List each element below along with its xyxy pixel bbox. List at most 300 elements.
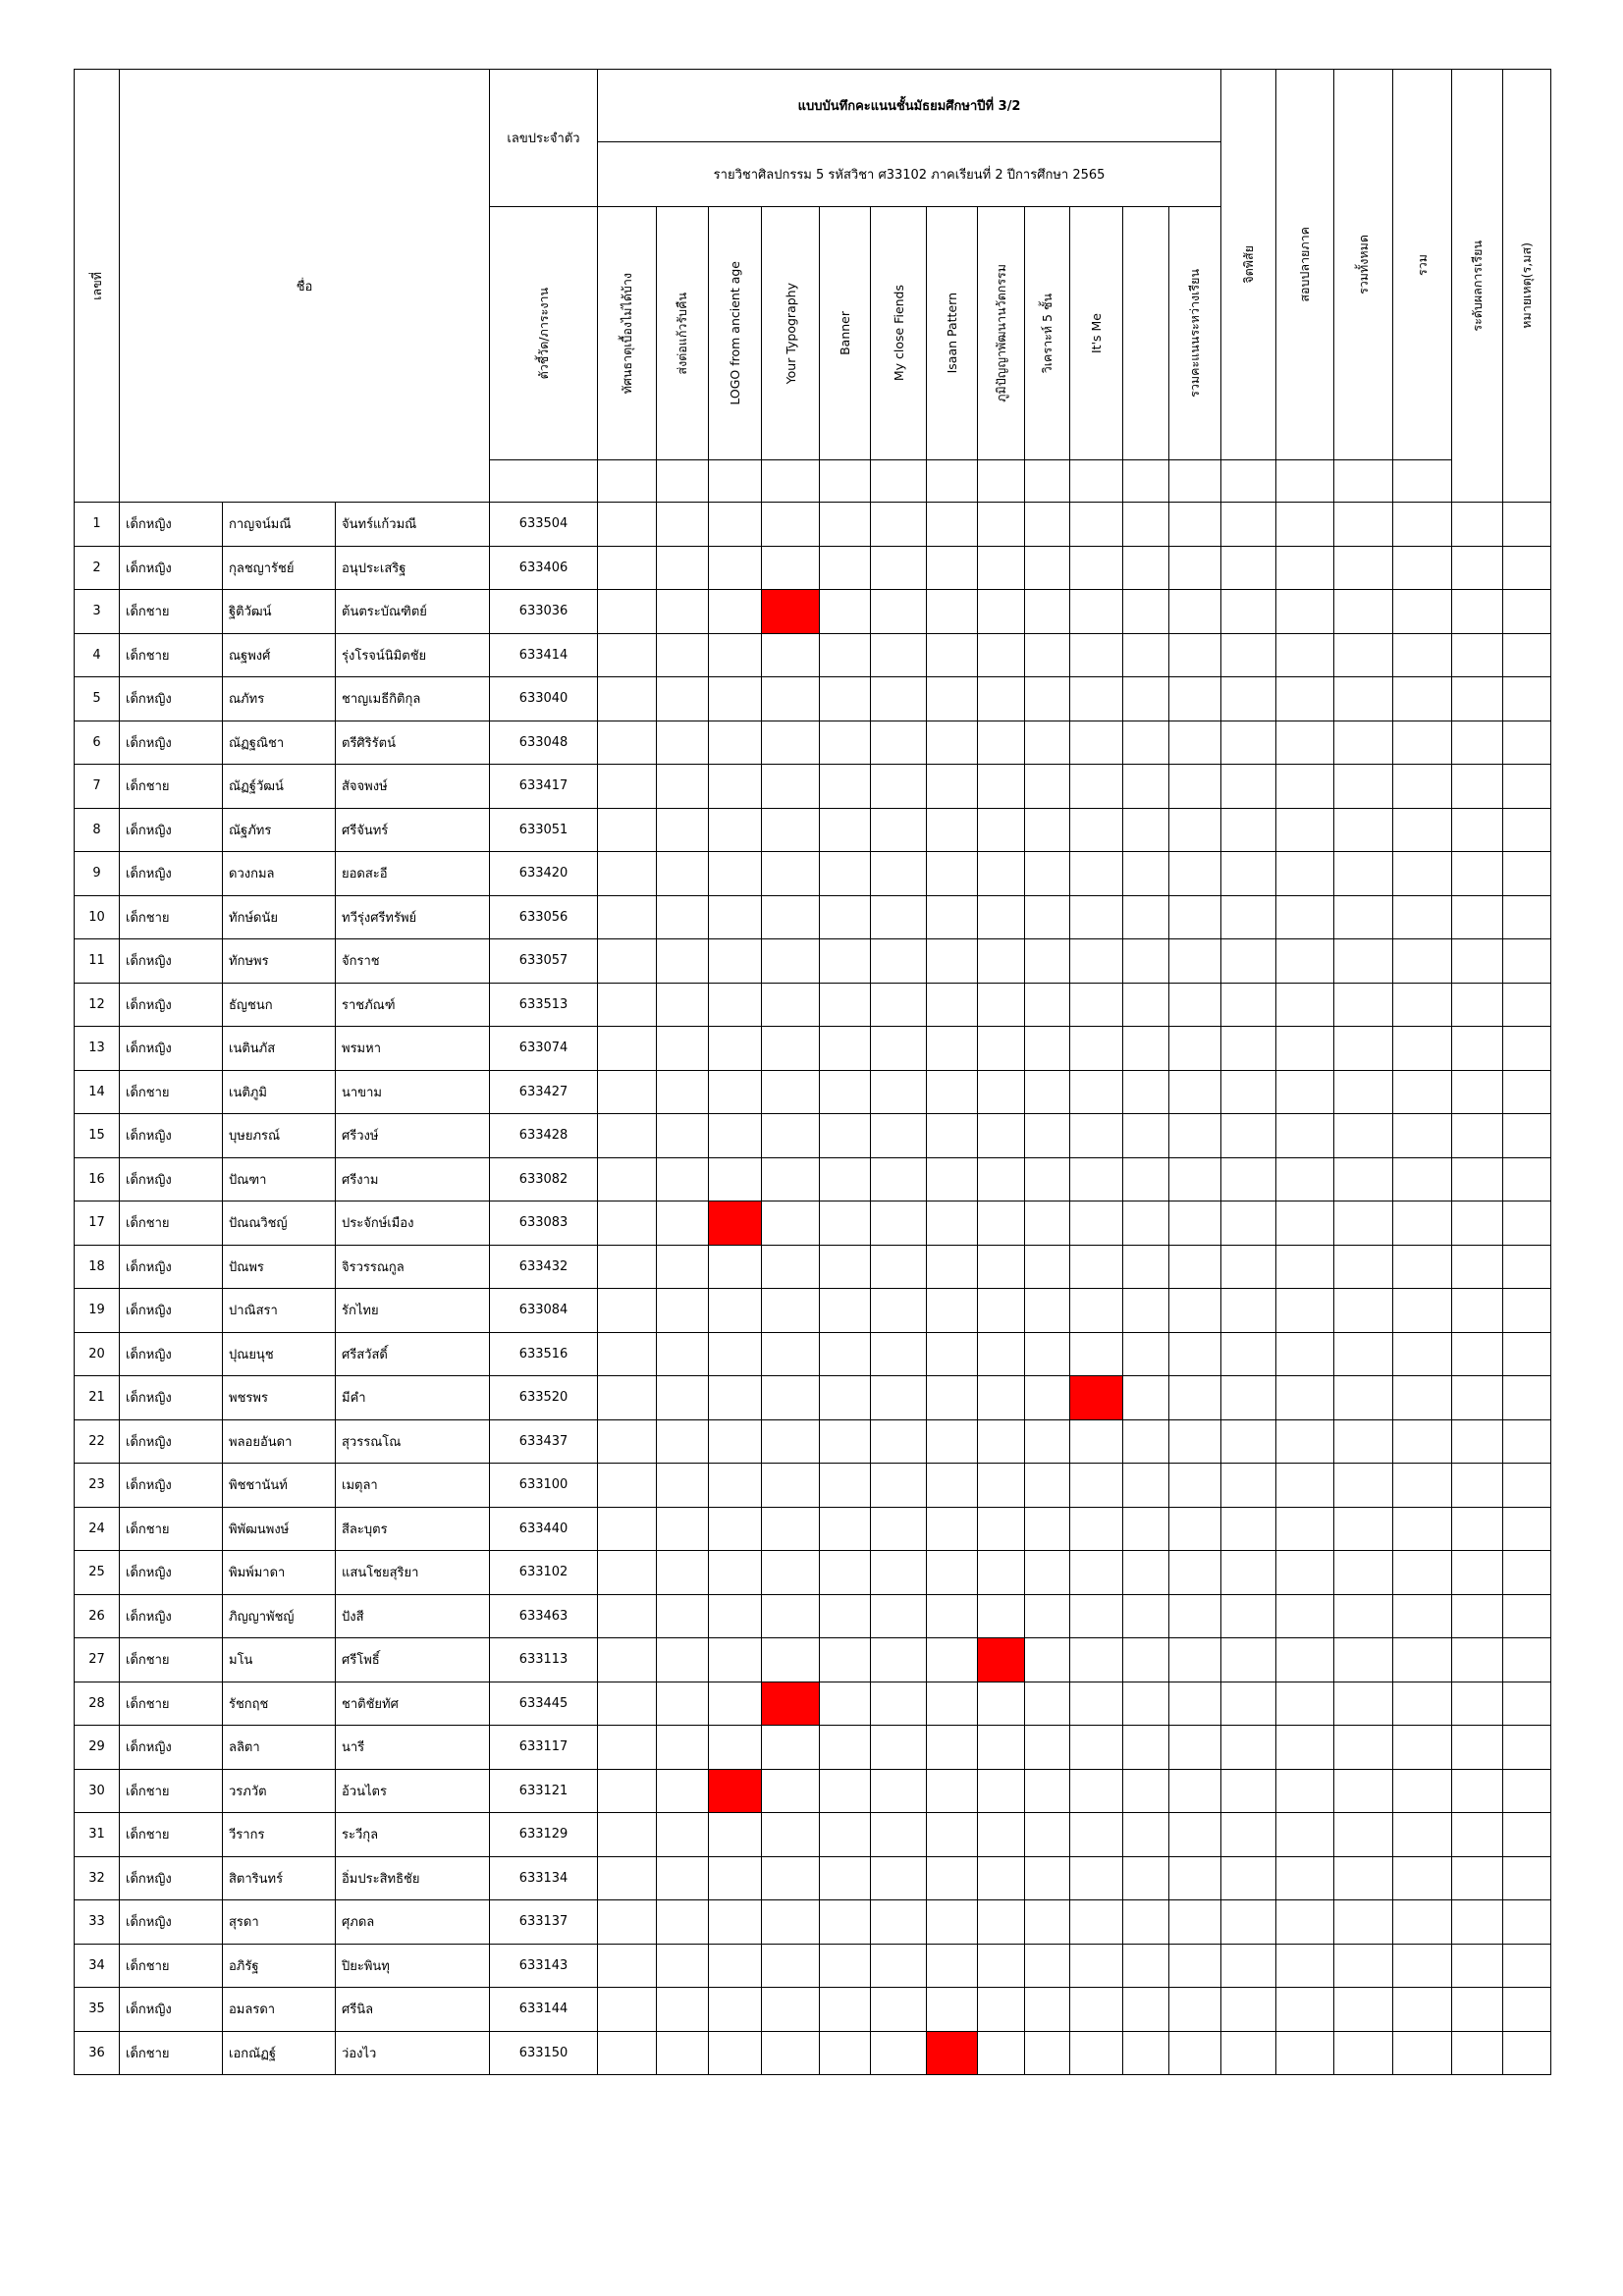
student-row <box>75 1201 1551 1246</box>
student-id: 633427 <box>490 1070 598 1114</box>
score-cell <box>1503 1201 1551 1246</box>
score-cell <box>871 1507 927 1551</box>
student-gender: เด็กชาย <box>120 2031 223 2075</box>
score-cell <box>820 1944 871 1988</box>
student-gender: เด็กหญิง <box>120 1376 223 1420</box>
sheet-subtitle: รายวิชาศิลปกรรม 5 รหัสวิชา ศ33102 ภาคเรียนที่ 2 ปีการศึกษา 2565 <box>598 142 1221 207</box>
student-no: 35 <box>75 1988 120 2032</box>
blank-cell <box>709 460 762 503</box>
score-cell <box>1025 1070 1070 1114</box>
score-cell <box>927 677 978 721</box>
score-cell <box>820 895 871 939</box>
score-cell <box>598 983 657 1027</box>
score-cell <box>1334 1726 1393 1770</box>
score-cell <box>1393 1464 1452 1508</box>
score-cell <box>598 721 657 765</box>
score-cell <box>1503 1419 1551 1464</box>
score-cell <box>871 1114 927 1158</box>
score-cell <box>927 546 978 590</box>
score-cell <box>1169 503 1221 547</box>
score-cell <box>820 1376 871 1420</box>
score-cell <box>871 1070 927 1114</box>
score-cell <box>1276 1376 1334 1420</box>
score-cell <box>1221 939 1276 984</box>
score-cell <box>1123 1464 1169 1508</box>
score-cell <box>598 1682 657 1726</box>
score-cell <box>978 765 1025 809</box>
student-no: 12 <box>75 983 120 1027</box>
score-cell <box>978 983 1025 1027</box>
score-cell <box>762 1769 820 1813</box>
blank-cell <box>820 460 871 503</box>
score-cell <box>1169 1638 1221 1682</box>
student-id: 633417 <box>490 765 598 809</box>
score-cell <box>871 1769 927 1813</box>
score-cell <box>1393 1070 1452 1114</box>
score-cell <box>657 1900 709 1945</box>
score-cell <box>927 1726 978 1770</box>
score-cell <box>978 1944 1025 1988</box>
score-cell <box>1169 1201 1221 1246</box>
score-cell <box>1123 852 1169 896</box>
score-cell <box>1334 1682 1393 1726</box>
score-cell <box>762 677 820 721</box>
score-cell <box>1452 1594 1503 1638</box>
score-cell <box>1503 1551 1551 1595</box>
score-cell <box>871 677 927 721</box>
score-cell <box>1025 808 1070 852</box>
score-cell <box>1503 1682 1551 1726</box>
score-cell <box>657 1157 709 1201</box>
score-cell <box>657 546 709 590</box>
score-cell <box>657 1201 709 1246</box>
score-cell <box>762 983 820 1027</box>
score-cell <box>820 765 871 809</box>
score-cell <box>1452 895 1503 939</box>
score-cell <box>657 1726 709 1770</box>
score-cell <box>709 808 762 852</box>
student-id: 633420 <box>490 852 598 896</box>
student-last-name: ว่องไว <box>336 2031 490 2075</box>
score-cell <box>820 590 871 634</box>
score-cell <box>1393 503 1452 547</box>
score-cell <box>598 895 657 939</box>
header-student-id: เลขประจำตัว <box>490 70 598 207</box>
score-cell <box>1503 1944 1551 1988</box>
student-row <box>75 1551 1551 1595</box>
score-cell <box>1123 895 1169 939</box>
score-cell <box>1123 1245 1169 1289</box>
student-row <box>75 503 1551 547</box>
score-cell <box>1452 1856 1503 1900</box>
student-gender: เด็กชาย <box>120 1682 223 1726</box>
score-cell <box>978 1464 1025 1508</box>
score-cell <box>762 1726 820 1770</box>
student-row <box>75 1594 1551 1638</box>
blank-cell <box>927 460 978 503</box>
score-cell <box>820 1419 871 1464</box>
student-first-name: ณัฏฐณิชา <box>223 721 336 765</box>
student-no: 13 <box>75 1027 120 1071</box>
score-cell <box>762 1464 820 1508</box>
score-cell <box>978 939 1025 984</box>
score-cell <box>657 808 709 852</box>
student-no: 31 <box>75 1813 120 1857</box>
score-cell <box>709 1813 762 1857</box>
student-row <box>75 677 1551 721</box>
student-gender: เด็กหญิง <box>120 1157 223 1201</box>
student-first-name: ดวงกมล <box>223 852 336 896</box>
score-cell <box>1025 1332 1070 1376</box>
score-cell <box>927 765 978 809</box>
score-cell <box>927 1332 978 1376</box>
student-gender: เด็กหญิง <box>120 808 223 852</box>
header-summary-1: จิตพิสัย <box>1221 70 1276 460</box>
score-cell <box>598 1070 657 1114</box>
score-cell <box>1221 852 1276 896</box>
score-cell <box>1503 1988 1551 2032</box>
score-cell <box>1070 1507 1123 1551</box>
student-id: 633432 <box>490 1245 598 1289</box>
student-gender: เด็กชาย <box>120 1507 223 1551</box>
score-cell <box>927 1245 978 1289</box>
score-cell <box>709 1027 762 1071</box>
score-cell-highlighted <box>762 590 820 634</box>
score-cell <box>1123 1638 1169 1682</box>
score-cell <box>1070 1769 1123 1813</box>
score-cell <box>1276 1332 1334 1376</box>
student-row <box>75 765 1551 809</box>
score-cell <box>927 1507 978 1551</box>
score-cell <box>1123 1027 1169 1071</box>
student-id: 633083 <box>490 1201 598 1246</box>
student-last-name: ประจักษ์เมือง <box>336 1201 490 1246</box>
score-cell <box>657 939 709 984</box>
score-cell <box>1393 1289 1452 1333</box>
score-cell <box>1221 1856 1276 1900</box>
score-cell <box>1221 1245 1276 1289</box>
score-cell <box>1025 1201 1070 1246</box>
score-cell <box>1221 1201 1276 1246</box>
score-cell <box>1334 1900 1393 1945</box>
score-cell <box>657 1245 709 1289</box>
student-last-name: สีละบุตร <box>336 1507 490 1551</box>
student-first-name: พลอยอันดา <box>223 1419 336 1464</box>
score-cell <box>978 2031 1025 2075</box>
score-cell <box>1393 1726 1452 1770</box>
student-last-name: มีคำ <box>336 1376 490 1420</box>
student-row <box>75 1726 1551 1770</box>
score-cell <box>1221 1464 1276 1508</box>
student-first-name: อภิรัฐ <box>223 1944 336 1988</box>
score-cell <box>762 1070 820 1114</box>
student-last-name: ศรีสวัสดิ์ <box>336 1332 490 1376</box>
score-cell <box>1276 1988 1334 2032</box>
student-gender: เด็กชาย <box>120 590 223 634</box>
score-cell-highlighted <box>1070 1376 1123 1420</box>
score-cell <box>1221 765 1276 809</box>
score-cell <box>871 721 927 765</box>
student-row <box>75 939 1551 984</box>
score-cell <box>1503 939 1551 984</box>
score-cell <box>927 983 978 1027</box>
score-cell <box>1025 852 1070 896</box>
score-cell <box>1334 2031 1393 2075</box>
score-cell <box>820 1856 871 1900</box>
score-cell <box>871 1638 927 1682</box>
student-no: 15 <box>75 1114 120 1158</box>
student-id: 633504 <box>490 503 598 547</box>
student-last-name: เมตุลา <box>336 1464 490 1508</box>
score-cell <box>1169 1900 1221 1945</box>
score-cell <box>1221 1726 1276 1770</box>
student-last-name: จักราช <box>336 939 490 984</box>
score-cell <box>1503 1769 1551 1813</box>
student-row <box>75 1988 1551 2032</box>
student-first-name: ภิญญาพัชญ์ <box>223 1594 336 1638</box>
score-cell <box>598 546 657 590</box>
blank-cell <box>1169 460 1221 503</box>
score-cell <box>820 1289 871 1333</box>
student-row <box>75 1245 1551 1289</box>
score-cell <box>1123 1769 1169 1813</box>
score-cell <box>1169 546 1221 590</box>
student-last-name: อนุประเสริฐ <box>336 546 490 590</box>
score-cell <box>1452 546 1503 590</box>
score-cell <box>1276 1289 1334 1333</box>
score-cell <box>1169 1332 1221 1376</box>
score-cell <box>1452 1201 1503 1246</box>
score-cell <box>1393 1900 1452 1945</box>
student-no: 21 <box>75 1376 120 1420</box>
score-cell <box>1025 1507 1070 1551</box>
score-cell <box>1169 1070 1221 1114</box>
score-cell <box>1221 1900 1276 1945</box>
score-cell <box>1334 1114 1393 1158</box>
student-id: 633134 <box>490 1856 598 1900</box>
student-no: 20 <box>75 1332 120 1376</box>
score-cell <box>1503 503 1551 547</box>
score-cell <box>709 1988 762 2032</box>
student-first-name: ปัณฑา <box>223 1157 336 1201</box>
score-cell <box>1025 1856 1070 1900</box>
score-cell <box>1276 1944 1334 1988</box>
score-cell <box>1503 895 1551 939</box>
score-cell <box>1070 1856 1123 1900</box>
score-cell <box>762 1201 820 1246</box>
score-cell <box>598 1813 657 1857</box>
score-cell <box>978 1027 1025 1071</box>
score-cell <box>1070 1682 1123 1726</box>
score-cell <box>1334 1027 1393 1071</box>
score-cell <box>657 503 709 547</box>
student-no: 18 <box>75 1245 120 1289</box>
student-id: 633113 <box>490 1638 598 1682</box>
student-first-name: ปัณณวิชญ์ <box>223 1201 336 1246</box>
student-row <box>75 1944 1551 1988</box>
student-id: 633121 <box>490 1769 598 1813</box>
score-cell <box>820 1201 871 1246</box>
score-cell <box>1169 1988 1221 2032</box>
score-cell <box>978 633 1025 677</box>
score-cell <box>927 808 978 852</box>
score-cell <box>762 1944 820 1988</box>
score-cell <box>1123 1114 1169 1158</box>
score-cell <box>1503 546 1551 590</box>
score-cell <box>1276 1551 1334 1595</box>
student-last-name: สัจจพงษ์ <box>336 765 490 809</box>
student-last-name: ปังสี <box>336 1594 490 1638</box>
score-cell <box>598 677 657 721</box>
score-cell <box>709 590 762 634</box>
score-cell <box>762 1813 820 1857</box>
score-cell <box>1334 1813 1393 1857</box>
student-gender: เด็กหญิง <box>120 1332 223 1376</box>
score-cell <box>709 1682 762 1726</box>
score-cell <box>1276 1900 1334 1945</box>
score-cell <box>1221 1769 1276 1813</box>
score-cell <box>1070 852 1123 896</box>
student-no: 10 <box>75 895 120 939</box>
score-cell <box>871 895 927 939</box>
score-cell <box>1221 1332 1276 1376</box>
score-cell <box>762 939 820 984</box>
score-cell <box>820 1769 871 1813</box>
score-cell <box>762 1551 820 1595</box>
score-sheet-table <box>74 69 1551 2075</box>
score-cell <box>1452 1245 1503 1289</box>
score-cell <box>1070 1332 1123 1376</box>
student-row <box>75 1856 1551 1900</box>
student-id: 633516 <box>490 1332 598 1376</box>
student-first-name: มโน <box>223 1638 336 1682</box>
header-assignment-2: ส่งต่อแก้วรับคืน <box>657 207 709 460</box>
score-cell <box>762 1332 820 1376</box>
score-cell <box>1025 765 1070 809</box>
score-cell <box>1452 1070 1503 1114</box>
student-last-name: จันทร์แก้วมณี <box>336 503 490 547</box>
blank-cell <box>762 460 820 503</box>
score-cell <box>1123 1856 1169 1900</box>
student-no: 11 <box>75 939 120 984</box>
score-cell <box>1452 983 1503 1027</box>
score-cell <box>927 1376 978 1420</box>
score-cell <box>927 1027 978 1071</box>
score-cell <box>598 1332 657 1376</box>
score-cell <box>927 1856 978 1900</box>
score-cell <box>871 1419 927 1464</box>
score-cell <box>1123 1332 1169 1376</box>
student-no: 32 <box>75 1856 120 1900</box>
student-last-name: แสนโชยสุริยา <box>336 1551 490 1595</box>
score-cell <box>598 852 657 896</box>
student-last-name: ศรีโพธิ์ <box>336 1638 490 1682</box>
score-cell <box>1503 1332 1551 1376</box>
score-cell <box>1123 677 1169 721</box>
score-cell <box>598 1201 657 1246</box>
header-assignment-12: รวมคะแนนระหว่างเรียน <box>1169 207 1221 460</box>
score-cell <box>657 677 709 721</box>
score-cell <box>598 1464 657 1508</box>
student-id: 633406 <box>490 546 598 590</box>
score-cell-highlighted <box>978 1638 1025 1682</box>
student-id: 633445 <box>490 1682 598 1726</box>
score-cell <box>1276 1682 1334 1726</box>
student-id: 633143 <box>490 1944 598 1988</box>
score-cell <box>1452 1114 1503 1158</box>
score-cell <box>978 852 1025 896</box>
score-cell <box>820 1726 871 1770</box>
score-cell <box>1334 1507 1393 1551</box>
student-gender: เด็กชาย <box>120 633 223 677</box>
score-cell <box>709 633 762 677</box>
score-cell <box>1503 852 1551 896</box>
score-cell <box>927 1157 978 1201</box>
blank-cell <box>871 460 927 503</box>
header-assignment-9: วิเคราะห์ 5 ชั้น <box>1025 207 1070 460</box>
score-cell <box>978 1988 1025 2032</box>
score-cell <box>1221 1638 1276 1682</box>
score-cell <box>762 1988 820 2032</box>
student-row <box>75 1376 1551 1420</box>
score-cell <box>1452 939 1503 984</box>
student-no: 25 <box>75 1551 120 1595</box>
score-cell <box>709 939 762 984</box>
student-no: 5 <box>75 677 120 721</box>
score-cell <box>1276 1027 1334 1071</box>
score-cell <box>1503 1507 1551 1551</box>
score-cell <box>1025 1726 1070 1770</box>
score-cell <box>1070 1551 1123 1595</box>
score-cell <box>1025 1419 1070 1464</box>
score-cell <box>1503 2031 1551 2075</box>
score-cell <box>1025 1027 1070 1071</box>
score-cell <box>1070 1289 1123 1333</box>
score-cell <box>927 1638 978 1682</box>
student-row <box>75 1507 1551 1551</box>
score-cell <box>762 1856 820 1900</box>
score-cell <box>1452 1027 1503 1071</box>
score-cell <box>820 1551 871 1595</box>
student-gender: เด็กหญิง <box>120 721 223 765</box>
score-cell <box>598 1769 657 1813</box>
score-cell <box>657 1114 709 1158</box>
score-cell <box>1169 1289 1221 1333</box>
student-row <box>75 1027 1551 1071</box>
score-cell <box>1025 2031 1070 2075</box>
student-last-name: ศรีนิล <box>336 1988 490 2032</box>
score-cell <box>709 1944 762 1988</box>
score-cell <box>598 1507 657 1551</box>
score-cell <box>1393 1988 1452 2032</box>
score-cell <box>709 546 762 590</box>
score-cell <box>820 1070 871 1114</box>
student-no: 2 <box>75 546 120 590</box>
student-gender: เด็กหญิง <box>120 1988 223 2032</box>
score-cell <box>598 1376 657 1420</box>
student-last-name: ปิยะพินทุ <box>336 1944 490 1988</box>
score-cell <box>978 1419 1025 1464</box>
score-cell <box>1070 895 1123 939</box>
score-cell <box>871 808 927 852</box>
header-indicator: ตัวชี้วัด/ภาระงาน <box>490 207 598 460</box>
score-cell <box>1169 1376 1221 1420</box>
score-cell <box>1452 1944 1503 1988</box>
student-id: 633102 <box>490 1551 598 1595</box>
score-cell <box>1221 1988 1276 2032</box>
score-cell <box>1276 895 1334 939</box>
student-first-name: วีรากร <box>223 1813 336 1857</box>
